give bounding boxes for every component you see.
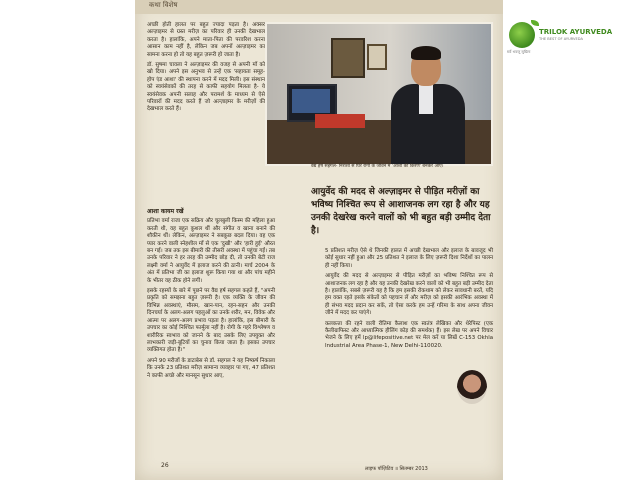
paragraph: प्रतिभा वर्मा राजा एक सक्रिय और चुलबुली किस्म की महिला हुआ करती थी, वह बहुत कुशल थीं और संगीत व खाना बनाने की शौकीन थीं। लेकिन, अल्ज़ाइमर ने सबकुछ बदल दिया। वह एक प्यार करने वाली स्नेहशील माँ से एक 'दुखी' और 'हारी हुई' औरत बन गईं। जब तक इस बीमारी की तीसरी अवस्था में पहुंचा गईं। तब उनके परिवार ने हर तरह की उम्मीद छोड़ दी, तो उनकी बेटी राज लक्ष्मी वर्मा ने आयुर्वेद में इलाज करने की ठानी। मार्च 2004 के अंत में प्रतिभा जी का इलाज शुरू किया गया था और पांच महीने के भीतर वह ठीक होने लगीं। [147, 218, 275, 284]
paragraph: डॉ. सुषमा चावला ने अल्ज़ाइमर की वजह से अपनी माँ को खो दिया। अपने इस अनुभव से उन्हें एक 'सहायता समूह- होप एंड आशा' की स्थापना करने में मदद मिली। इस संस्थान को स्वयंसेवकों की तरह से काफी सहयोग मिलता है- ये स्वयंसेवक अपनी सलाह और परामर्श के माध्यम से ऐसे परिवारों की मदद करते हैं जो अल्ज़ाइमर के मरीज़ों की देखभाल करते हैं। [147, 62, 265, 113]
paragraph: इसके रहस्यों के बारे में पूछने पर वैद्य हर्ष सहगल कहते हैं, "अपनी प्रकृति को समझना बहुत ज़रूरी है। एक व्यक्ति के जीवन की विभिन्न अवस्थाएं, मौसम, खान-पान, रहन-सहन और उनकी दिनचर्या के अलग-अलग पहलुओं का उनके शरीर, मन, विवेक और आत्मा पर अलग-अलग प्रभाव पड़ता है। हालांकि, इस बीमारी के उपचार का कोई निश्चित फार्मूला नहीं है। रोगी के गहरे विश्लेषण व शारीरिक स्वभाव को जानने के बाद उसके लिए उपयुक्त और लाभकारी जड़ी-बूटियों का चुनाव किया जाता है। इसका उपचार व्यक्तिगत होता है।" [147, 288, 275, 354]
page-footer: लाइफ पॉज़िटिव ॥ सितम्बर 2013 [365, 466, 428, 472]
article-photo [265, 22, 493, 166]
person-figure [387, 44, 467, 164]
subheading: आशा कायम रखें [147, 208, 184, 215]
brand-subline: सर्वे भवन्तु सुखिनः [507, 50, 531, 54]
magazine-page [135, 0, 503, 480]
paragraph: अच्छी होती हालत पर बहुत ज्यादा पड़ता है। अक्सर अल्ज़ाइमर से ग्रस्त मरीज़ का परिवार ही उनकी देखभाल करता है। हालांकि, अपने माता-पिता की परवरिश करना आसान काम नहीं है, लेकिन जब अपनों अल्ज़ाइमर का सामना करना हो तो यह बहुत ज़रूरी हो जाता है। [147, 22, 265, 58]
brand-logo [507, 20, 627, 54]
pull-quote: आयुर्वेद की मदद से अल्ज़ाइमर से पीड़ित मरीज़ों का भविष्य निश्चित रूप से आशाजनक लग रहा है और यह उनकी देखरेख करने वालों को भी बहुत बड़ी उम्मीद देता है। [311, 187, 491, 236]
right-column [325, 248, 493, 353]
brand-tagline: THE BEST OF AYURVEDA [539, 37, 583, 41]
book-icon [315, 114, 365, 128]
left-column-lower [147, 208, 275, 383]
leaf-icon [531, 20, 539, 26]
author-avatar [457, 370, 487, 404]
page-number: 26 [161, 462, 169, 469]
paragraph: आयुर्वेद की मदद से अल्ज़ाइमर से पीड़ित मरीज़ों का भविष्य निश्चित रूप से आशाजनक लग रहा है और यह उनकी देखरेख करने वालों को भी बहुत बड़ी उम्मीद देता है। हालांकि, सबसे ज़रूरी यह है कि हम इसकी रोकथाम को लेकर सावधानी बरतें, यदि हम वक्त रहते इसके संकेतों को पहचान लें और मरीज़ को इसकी आरंभिक अवस्था में ही संभव मदद प्रदान कर सकें, तो ऐसा करके हम उन्हें गरिमा के साथ अपना जीवन जीने में मदद कर पाएंगे। [325, 273, 493, 317]
paragraph: 5 प्रतिशत मरीज़ ऐसे थे जिनकी हालत में अच्छी देखभाल और इलाज के बावजूद भी कोई सुधार नहीं हुआ और 25 प्रतिशत ने इलाज के लिए ज़रूरी दिशा निर्देशों का पालन ही नहीं किया। [325, 248, 493, 269]
leaf-globe-icon [509, 22, 535, 48]
paragraph: अपने 90 मरीजों के डाटाबेस से डॉ. सहगल ने यह निष्कर्ष निकाला कि उनके 23 प्रतिशत मरीज़ सामान्य व्यवहार पा गए, 47 प्रतिशत ने काफी अच्छे और मानसून सुधार आए, [147, 357, 275, 379]
left-column [147, 22, 265, 117]
header-strip [135, 0, 503, 14]
photo-frame-icon [331, 38, 365, 78]
photo-frame-icon [367, 44, 387, 70]
section-title: कथा विशेष [149, 1, 178, 9]
brand-name: TRILOK AYURVEDA [539, 28, 613, 36]
photo-caption: वैद्य हर्ष सहगल- निराशा से घिरे रोगी के जीवन में 'आशा की किरण' बनकर आए। [311, 164, 444, 169]
author-bio: कलकत्ता की रहने वाली रीतिमा कैलाश एक स्वतंत्र लेखिका और थेरेपिस्ट (एक कैलीग्राफिस्ट और आध्यात्मिक हीलिंग कोड़ की समर्थक) हैं। इस लेख पर अपने विचार भेजने के लिए हमें lp@lifepositive.net पर मेल करें या लिखें C-153 Okhla Industrial Area Phase-1, New Delhi-110020. [325, 320, 493, 349]
